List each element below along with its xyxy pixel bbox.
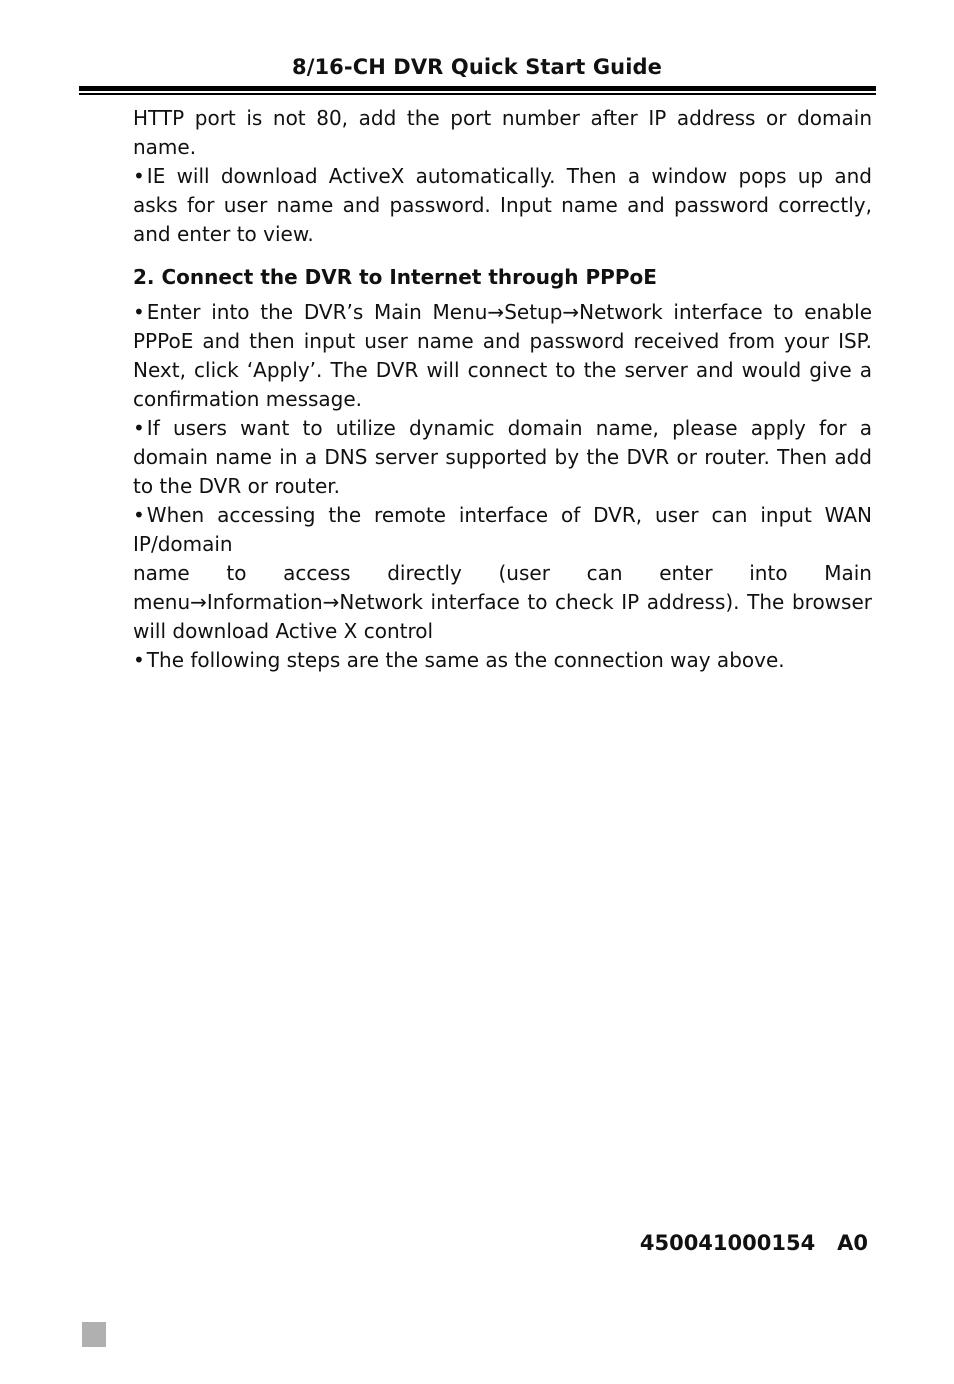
bullet-remote-access-rest: menu→Information→Network interface to check IP address). The browser will download Active X control [133, 590, 872, 643]
page-header-title: 8/16-CH DVR Quick Start Guide [291, 55, 662, 79]
bullet-following-steps: • The following steps are the same as the connection way above. [133, 646, 872, 675]
bullet-dynamic-domain: • If users want to utilize dynamic domain name, please apply for a domain name in a DNS server supported by the DVR or router. Then add to the DVR or router. [133, 414, 872, 501]
page-content [133, 104, 872, 675]
intro-bullet-activex: • IE will download ActiveX automatically. Then a window pops up and asks for user name and password. Input name and password correctly, and enter to view. [133, 162, 872, 249]
header-rule-thin [79, 93, 876, 95]
intro-paragraph: HTTP port is not 80, add the port number after IP address or domain name. [133, 106, 872, 159]
bullet-remote-access-line2: name to access directly (user can enter into Main [133, 561, 872, 585]
document-number: 450041000154 A0 [639, 1231, 868, 1255]
section-heading-pppoe: 2. Connect the DVR to Internet through PPPoE [133, 265, 657, 289]
page-corner-mark [82, 1322, 106, 1347]
bullet-remote-access-line1: • When accessing the remote interface of DVR, user can input WAN IP/domain [133, 501, 872, 559]
bullet-enable-pppoe: • Enter into the DVR’s Main Menu→Setup→Network interface to enable PPPoE and then input user name and password received from your ISP. Next, click ‘Apply’. The DVR will connect to the server and would give a confirmation message. [133, 298, 872, 414]
bullet-remote-access [133, 501, 872, 646]
header-rule-thick [79, 86, 876, 91]
